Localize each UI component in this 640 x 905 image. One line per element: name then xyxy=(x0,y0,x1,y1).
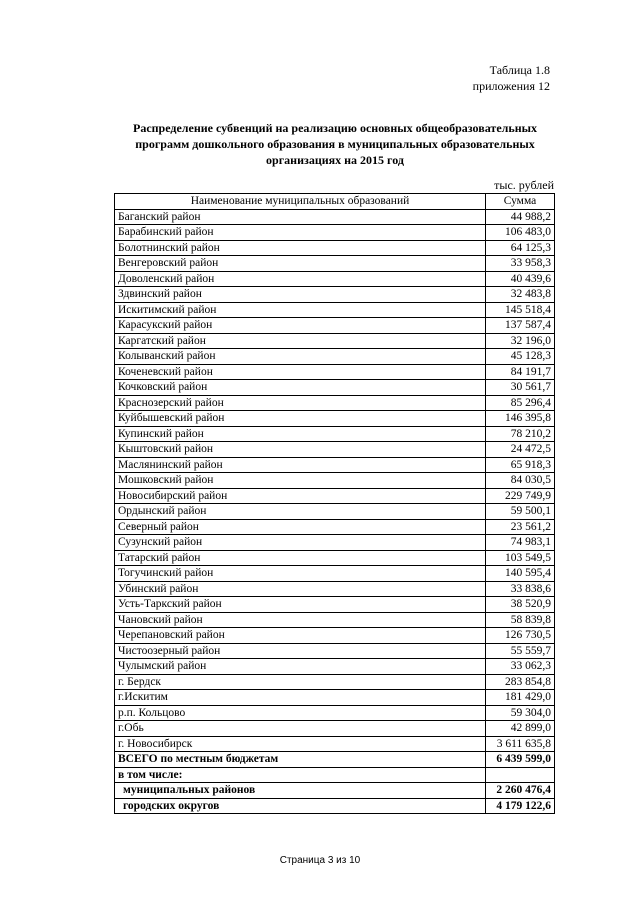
table-row xyxy=(115,721,555,737)
amount-value: 103 549,5 xyxy=(486,550,555,566)
amount-value: 145 518,4 xyxy=(486,302,555,318)
municipality-name: Кыштовский район xyxy=(115,442,486,458)
amount-value: 106 483,0 xyxy=(486,225,555,241)
table-row xyxy=(115,535,555,551)
amount-value: 181 429,0 xyxy=(486,690,555,706)
amount-value: 23 561,2 xyxy=(486,519,555,535)
table-row xyxy=(115,240,555,256)
amount-value: 33 062,3 xyxy=(486,659,555,675)
municipality-name: Баганский район xyxy=(115,209,486,225)
municipality-name: Здвинский район xyxy=(115,287,486,303)
amount-value: 74 983,1 xyxy=(486,535,555,551)
subtotal-row xyxy=(115,783,555,799)
table-row xyxy=(115,225,555,241)
municipality-name: муниципальных районов xyxy=(115,783,486,799)
table-row xyxy=(115,581,555,597)
table-row xyxy=(115,566,555,582)
amount-value: 33 958,3 xyxy=(486,256,555,272)
municipality-name: Краснозерский район xyxy=(115,395,486,411)
empty-cell xyxy=(486,767,555,783)
amount-value: 42 899,0 xyxy=(486,721,555,737)
municipality-name: г. Новосибирск xyxy=(115,736,486,752)
table-row xyxy=(115,333,555,349)
municipality-name: Каргатский район xyxy=(115,333,486,349)
table-row xyxy=(115,426,555,442)
table-row xyxy=(115,519,555,535)
municipality-name: Доволенский район xyxy=(115,271,486,287)
municipality-name: Искитимский район xyxy=(115,302,486,318)
table-row xyxy=(115,395,555,411)
table-body xyxy=(115,209,555,814)
amount-value: 40 439,6 xyxy=(486,271,555,287)
table-row xyxy=(115,349,555,365)
table-row xyxy=(115,271,555,287)
amount-value: 45 128,3 xyxy=(486,349,555,365)
municipality-name: Колыванский район xyxy=(115,349,486,365)
municipality-name: ВСЕГО по местным бюджетам xyxy=(115,752,486,768)
table-row xyxy=(115,380,555,396)
units-label: тыс. рублей xyxy=(494,178,554,192)
document-title: Распределение субвенций на реализацию основных общеобразовательных программ дошкольного образования в муниципальных образовательных организациях на 2015 год xyxy=(132,121,538,167)
amount-value: 146 395,8 xyxy=(486,411,555,427)
table-row xyxy=(115,659,555,675)
amount-value: 33 838,6 xyxy=(486,581,555,597)
municipality-name: г.Обь xyxy=(115,721,486,737)
amount-value: 84 191,7 xyxy=(486,364,555,380)
municipality-name: Ордынский район xyxy=(115,504,486,520)
amount-value: 6 439 599,0 xyxy=(486,752,555,768)
municipality-name: Мошковский район xyxy=(115,473,486,489)
amount-value: 32 483,8 xyxy=(486,287,555,303)
page-footer: Страница 3 из 10 xyxy=(279,855,361,866)
municipality-name: Чистоозерный район xyxy=(115,643,486,659)
municipality-name: Болотнинский район xyxy=(115,240,486,256)
amount-value: 78 210,2 xyxy=(486,426,555,442)
total-row xyxy=(115,752,555,768)
municipality-name: городских округов xyxy=(115,798,486,814)
table-reference xyxy=(473,62,550,94)
municipality-name: Чановский район xyxy=(115,612,486,628)
municipality-name: Сузунский район xyxy=(115,535,486,551)
amount-value: 58 839,8 xyxy=(486,612,555,628)
table-header-row xyxy=(115,194,555,210)
municipality-name: Коченевский район xyxy=(115,364,486,380)
column-header-sum: Сумма xyxy=(486,194,555,210)
table-row xyxy=(115,705,555,721)
amount-value: 55 559,7 xyxy=(486,643,555,659)
including-label: в том числе: xyxy=(115,767,486,783)
amount-value: 229 749,9 xyxy=(486,488,555,504)
municipality-name: Маслянинский район xyxy=(115,457,486,473)
table-row xyxy=(115,318,555,334)
municipality-name: Кочковский район xyxy=(115,380,486,396)
including-row xyxy=(115,767,555,783)
municipality-name: г. Бердск xyxy=(115,674,486,690)
table-row xyxy=(115,411,555,427)
table-row xyxy=(115,364,555,380)
amount-value: 38 520,9 xyxy=(486,597,555,613)
municipality-name: Тогучинский район xyxy=(115,566,486,582)
table-row xyxy=(115,643,555,659)
municipality-name: р.п. Кольцово xyxy=(115,705,486,721)
amount-value: 59 304,0 xyxy=(486,705,555,721)
amount-value: 44 988,2 xyxy=(486,209,555,225)
amount-value: 126 730,5 xyxy=(486,628,555,644)
municipality-name: Венгеровский район xyxy=(115,256,486,272)
amount-value: 24 472,5 xyxy=(486,442,555,458)
amount-value: 64 125,3 xyxy=(486,240,555,256)
amount-value: 84 030,5 xyxy=(486,473,555,489)
table-row xyxy=(115,628,555,644)
table-row xyxy=(115,488,555,504)
table-row xyxy=(115,597,555,613)
amount-value: 65 918,3 xyxy=(486,457,555,473)
municipality-name: Барабинский район xyxy=(115,225,486,241)
table-row xyxy=(115,457,555,473)
municipality-name: г.Искитим xyxy=(115,690,486,706)
subtotal-row xyxy=(115,798,555,814)
municipality-name: Карасукский район xyxy=(115,318,486,334)
table-row xyxy=(115,302,555,318)
amount-value: 140 595,4 xyxy=(486,566,555,582)
municipality-name: Куйбышевский район xyxy=(115,411,486,427)
amount-value: 137 587,4 xyxy=(486,318,555,334)
amount-value: 59 500,1 xyxy=(486,504,555,520)
table-row xyxy=(115,550,555,566)
amount-value: 32 196,0 xyxy=(486,333,555,349)
amount-value: 4 179 122,6 xyxy=(486,798,555,814)
table-row xyxy=(115,287,555,303)
table-row xyxy=(115,736,555,752)
table-row xyxy=(115,256,555,272)
table-row xyxy=(115,442,555,458)
column-header-name: Наименование муниципальных образований xyxy=(115,194,486,210)
municipality-name: Купинский район xyxy=(115,426,486,442)
amount-value: 283 854,8 xyxy=(486,674,555,690)
amount-value: 30 561,7 xyxy=(486,380,555,396)
municipality-name: Чулымский район xyxy=(115,659,486,675)
municipality-name: Усть-Таркский район xyxy=(115,597,486,613)
table-row xyxy=(115,473,555,489)
subvention-table xyxy=(114,193,555,814)
table-row xyxy=(115,690,555,706)
amount-value: 85 296,4 xyxy=(486,395,555,411)
municipality-name: Черепановский район xyxy=(115,628,486,644)
table-row xyxy=(115,674,555,690)
appendix-ref: приложения 12 xyxy=(472,79,550,93)
amount-value: 2 260 476,4 xyxy=(486,783,555,799)
table-row xyxy=(115,612,555,628)
table-row xyxy=(115,209,555,225)
table-number: Таблица 1.8 xyxy=(489,63,550,77)
municipality-name: Убинский район xyxy=(115,581,486,597)
table-row xyxy=(115,504,555,520)
municipality-name: Татарский район xyxy=(115,550,486,566)
municipality-name: Северный район xyxy=(115,519,486,535)
amount-value: 3 611 635,8 xyxy=(486,736,555,752)
municipality-name: Новосибирский район xyxy=(115,488,486,504)
